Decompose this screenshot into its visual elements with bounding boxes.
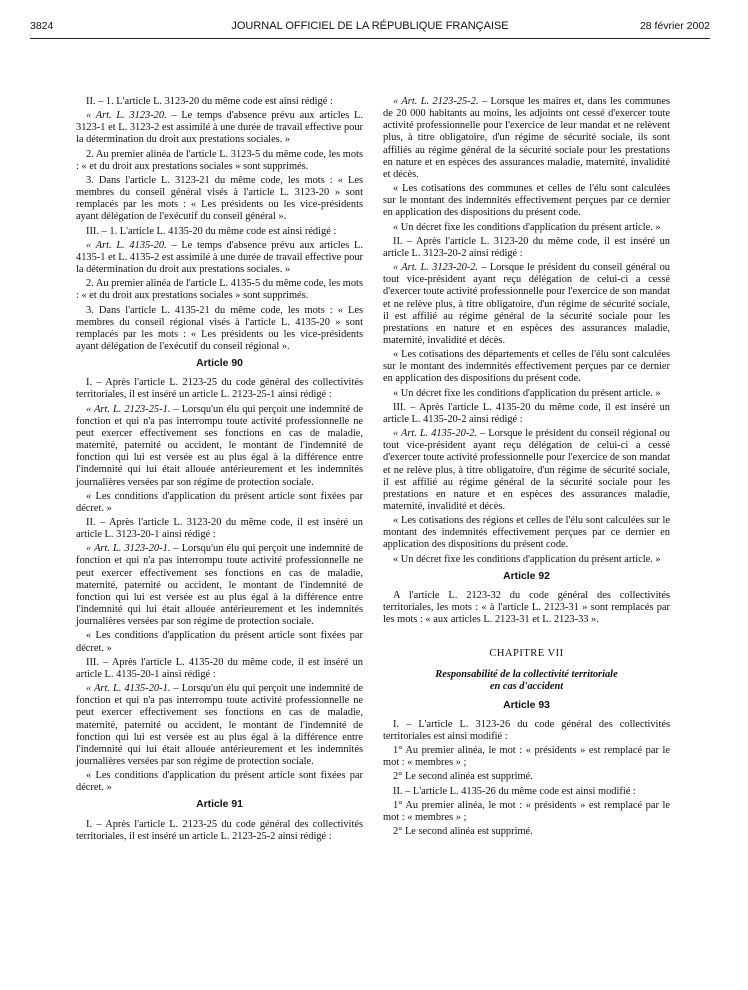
paragraph: III. – 1. L'article L. 4135-20 du même code est ainsi rédigé : — [86, 225, 337, 237]
paragraph: II. – 1. L'article L. 3123-20 du même code est ainsi rédigé : — [86, 96, 333, 107]
article-heading: Article 92 — [503, 570, 550, 582]
paragraph: « Les conditions d'application du présent article sont fixées par décret. » — [76, 490, 363, 514]
chapter-title-line: Responsabilité de la collectivité territoriale — [435, 668, 618, 680]
paragraph: 2° Le second alinéa est supprimé. — [393, 825, 533, 837]
journal-title: JOURNAL OFFICIEL DE LA RÉPUBLIQUE FRANÇAISE — [231, 20, 509, 32]
article-reference: « Art. L. 2123-25-1. — [86, 403, 171, 415]
paragraph: « Les cotisations des régions et celles de l'élu sont calculées sur le montant des indemnités effectivement perçues par ce dernier en application des dispositions du présent code. — [383, 515, 670, 551]
paragraph: 2° Le second alinéa est supprimé. — [393, 771, 533, 783]
paragraph: « Art. L. 4135-20-2. – Lorsque le président du conseil régional ou tout vice-président ayant reçu délégation de celui-ci a cessé d'exercer toute activité professionnelle pour l'exercice de son mandat et ne relève plus, à titre obligatoire, d'un régime de sécurité sociale, il est affilié au régime général de la sécurité sociale pour les prestations en nature et en espèces des assurances maladie, maternité, invalidité et décès. — [383, 428, 671, 512]
paragraph: 3. Dans l'article L. 4135-21 du même code, les mots : « Les membres du conseil régional visés à l'article L. 4135-20 » sont remplacés par les mots : « Les présidents ou les vice-présidents ayant délégation de l'exécutif du conseil régional ». — [76, 304, 363, 352]
paragraph: « Les conditions d'application du présent article sont fixées par décret. » — [76, 630, 363, 654]
paragraph: 3. Dans l'article L. 3123-21 du même code, les mots : « Les membres du conseil général visés à l'article L. 3123-20 » sont remplacés par les mots : « Les présidents ou les vice-présidents ayant délégation de l'exécutif du conseil général ». — [76, 174, 363, 223]
paragraph: I. – Après l'article L. 2123-25 du code général des collectivités territoriales, il est inséré un article L. 2123-25-1 ainsi rédigé : — [76, 377, 363, 401]
paragraph: I. – Après l'article L. 2123-25 du code général des collectivités territoriales, il est inséré un article L. 2123-25-2 ainsi rédigé : — [76, 818, 363, 842]
chapter-heading: CHAPITRE VII — [489, 648, 564, 660]
paragraph: « Un décret fixe les conditions d'application du présent article. » — [393, 221, 661, 233]
paragraph: 1° Au premier alinéa, le mot : « présidents » est remplacé par le mot : « membres » ; — [383, 799, 670, 823]
header-rule — [30, 38, 710, 39]
paragraph: III. – Après l'article L. 4135-20 du même code, il est inséré un article L. 4135-20-1 ainsi rédigé : — [76, 656, 363, 680]
article-heading: Article 93 — [503, 699, 550, 711]
left-column — [76, 96, 363, 845]
paragraph: « Un décret fixe les conditions d'application du présent article. » — [393, 387, 661, 399]
paragraph: II. – L'article L. 4135-26 du même code est ainsi modifié : — [393, 785, 636, 797]
paragraph: 2. Au premier alinéa de l'article L. 4135-5 du même code, les mots : « et du droit aux prestations sociales » sont supprimés. — [76, 278, 363, 302]
chapter-title-line: en cas d'accident — [489, 681, 564, 693]
paragraph: III. – Après l'article L. 4135-20 du même code, il est inséré un article L. 4135-20-2 ainsi rédigé : — [383, 401, 670, 425]
paragraph: « Les cotisations des départements et celles de l'élu sont calculées sur le montant des indemnités effectivement perçues par ce dernier en application des dispositions du présent code. — [383, 349, 670, 385]
paragraph: II. – Après l'article L. 3123-20 du même code, il est inséré un article L. 3123-20-1 ainsi rédigé : — [76, 517, 363, 541]
paragraph: II. – Après l'article L. 3123-20 du même code, il est inséré un article L. 3123-20-2 ainsi rédigé : — [383, 235, 670, 259]
article-reference: « Art. L. 3123-20-2. — [393, 262, 479, 274]
article-reference: « Art. L. 3123-20-1. — [86, 543, 171, 555]
paragraph: A l'article L. 2123-32 du code général des collectivités territoriales, les mots : « à l'article L. 2123-31 » sont remplacés par les mots : « aux articles L. 2123-31 et L. 2123-33 ». — [383, 589, 670, 626]
paragraph: « Art. L. 4135-20. – Le temps d'absence prévu aux articles L. 4135-1 et L. 4135-2 est assimilé à une durée de travail effective pour la détermination du droit aux prestations sociales. » — [76, 239, 363, 276]
article-reference: « Art. L. 4135-20-2. — [393, 428, 478, 440]
article-reference: « Art. L. 3123-20. — [86, 110, 167, 122]
paragraph: « Les conditions d'application du présent article sont fixées par décret. » — [76, 770, 363, 794]
paragraph: « Art. L. 3123-20. – Le temps d'absence prévu aux articles L. 3123-1 et L. 3123-2 est assimilé à une durée de travail effective pour la détermination du droit aux prestations sociales. » — [76, 110, 363, 146]
paragraph: I. – L'article L. 3123-26 du code général des collectivités territoriales est ainsi modifié : — [383, 718, 670, 742]
article-heading: Article 91 — [196, 799, 243, 811]
paragraph: « Un décret fixe les conditions d'application du présent article. » — [393, 553, 661, 565]
paragraph: « Les cotisations des communes et celles de l'élu sont calculées sur le montant des indemnités effectivement perçues par ce dernier en application des dispositions du présent code. — [383, 183, 670, 219]
chapter-title — [383, 669, 670, 694]
article-reference: « Art. L. 4135-20-1. — [86, 683, 171, 695]
paragraph: « Art. L. 3123-20-2. – Lorsque le président du conseil général ou tout vice-président ayant reçu délégation de celui-ci a cessé d'exercer toute activité professionnelle pour l'exercice de son mandat et ne relève plus, à titre obligatoire, d'un régime de sécurité sociale, il est affilié au régime général de la sécurité sociale pour les prestations en nature et en espèces des assurances maladie, maternité, invalidité et décès. — [383, 262, 670, 346]
paragraph: « Art. L. 4135-20-1. – Lorsqu'un élu qui perçoit une indemnité de fonction et qui n'a pas interrompu toute activité professionnelle ne peut exercer effectivement ses fonctions en cas de maladie, maternité, paternité ou accident, le montant de l'indemnité de fonction qui lui est versée est au plus égal à la différence entre l'indemnité qui lui était allouée antérieurement et les indemnités journalières versées par son régime de protection sociale. — [76, 683, 364, 767]
publication-date: 28 février 2002 — [639, 20, 710, 32]
page-header — [30, 20, 710, 36]
article-reference: « Art. L. 2123-25-2. — [393, 96, 479, 107]
paragraph: « Art. L. 3123-20-1. – Lorsqu'un élu qui perçoit une indemnité de fonction et qui n'a pas interrompu toute activité professionnelle ne peut exercer effectivement ses fonctions en cas de maladie, maternité, paternité ou accident, le montant de l'indemnité de fonction qui lui est versée est au plus égal à la différence entre l'indemnité qui lui était allouée antérieurement et les indemnités journalières versées par son régime de protection sociale. — [76, 543, 364, 628]
paragraph: 1° Au premier alinéa, le mot : « présidents » est remplacé par le mot : « membres » ; — [383, 745, 670, 769]
paragraph: 2. Au premier alinéa de l'article L. 3123-5 du même code, les mots : « et du droit aux prestations sociales » sont supprimés. — [76, 148, 363, 172]
right-column — [383, 96, 670, 840]
article-reference: « Art. L. 4135-20. — [86, 239, 167, 251]
paragraph: « Art. L. 2123-25-2. – Lorsque les maires et, dans les communes de 20 000 habitants au moins, les adjoints ont cessé d'exercer toute activité professionnelle pour l'exercice de leur mandat et ne relèvent plus, à titre obligatoire, d'un régime de sécurité sociale, ils sont affiliés au régime général de la sécurité sociale pour les prestations en nature et en espèces des assurances maladie, maternité, invalidité et décès. — [383, 96, 671, 180]
page-number: 3824 — [30, 20, 54, 32]
article-heading: Article 90 — [196, 358, 243, 370]
paragraph: « Art. L. 2123-25-1. – Lorsqu'un élu qui perçoit une indemnité de fonction et qui n'a pas interrompu toute activité professionnelle ne peut exercer effectivement ses fonctions en cas de maladie, maternité, paternité ou accident, le montant de l'indemnité de fonction qui lui est versée est au plus égal à la différence entre l'indemnité qui lui était allouée antérieurement et les indemnités journalières versées par son régime de protection sociale. — [76, 403, 364, 488]
